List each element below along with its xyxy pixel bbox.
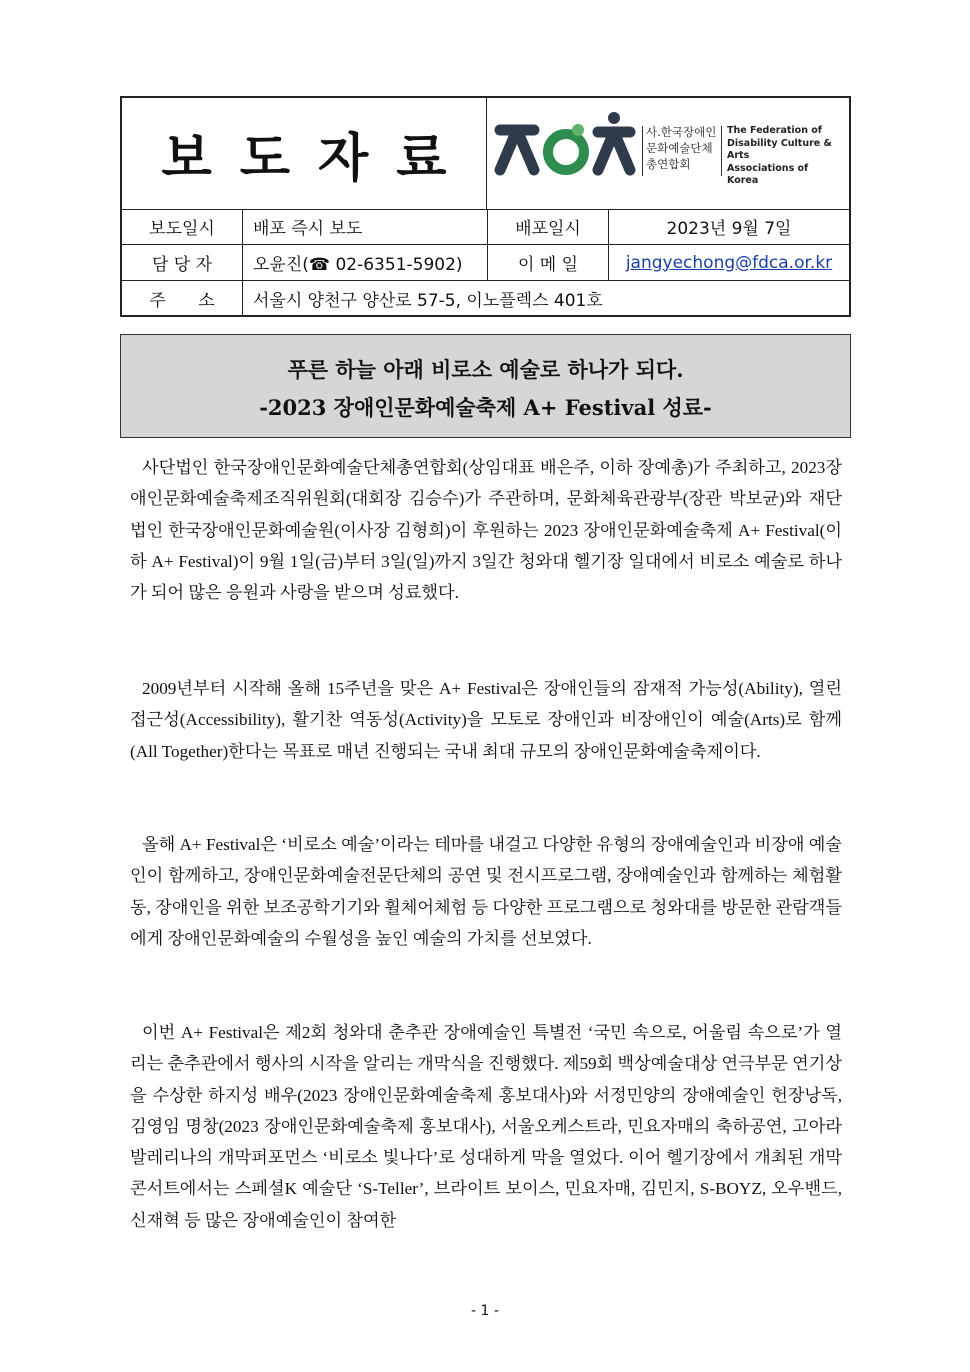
organization-logo bbox=[494, 108, 844, 198]
release-info-row bbox=[122, 209, 849, 245]
body-paragraph: 사단법인 한국장애인문화예술단체총연합회(상임대표 배은주, 이하 장예총)가 주최하고, 2023장애인문화예술축제조직위원회(대회장 김승수)가 주관하며, 문화체육관광부(장관 박보균)와 재단법인 한국장애인문화예술원(이사장 김형희)이 후원하는 2023 장애인문화예술축제 A+ Festival(이하 A+ Festival)이 9월 1일(금)부터 3일(일)까지 3일간 청와대 헬기장 일대에서 비로소 예술로 하나가 되어 많은 응원과 사랑을 받으며 성료했다. bbox=[130, 458, 842, 603]
page-number: - 1 - bbox=[471, 1303, 499, 1319]
page-title: 보도자료 bbox=[122, 98, 487, 209]
logo-org-name-english bbox=[727, 125, 847, 188]
body-paragraph: 올해 A+ Festival은 ‘비로소 예술’이라는 테마를 내걸고 다양한 유형의 장애예술인과 비장애 예술인이 함께하고, 장애인문화예술전문단체의 공연 및 전시프로그램, 장애예술인과 함께하는 체험활동, 장애인을 위한 보조공학기기와 휠체어체험 등 다양한 프로그램으로 청와대를 방문한 관람객들에게 장애인문화예술의 수월성을 높인 예술의 가치를 선보였다. bbox=[130, 835, 842, 948]
distribution-date-value: 2023년 9월 7일 bbox=[666, 219, 792, 239]
distribution-date-label: 배포일시 bbox=[488, 209, 609, 244]
logo-org-name-korean bbox=[646, 124, 738, 172]
contact-label: 담 당 자 bbox=[122, 245, 243, 280]
header-top-row bbox=[122, 98, 849, 210]
logo-mark-icon bbox=[494, 108, 639, 198]
logo-org-en-line: The Federation of bbox=[727, 125, 822, 136]
headline-box bbox=[120, 334, 851, 438]
body-paragraph: 2009년부터 시작해 올해 15주년을 맞은 A+ Festival은 장애인들의 잠재적 가능성(Ability), 열린 접근성(Accessibility), 활기찬 역동성(Activity)을 모토로 장애인과 비장애인이 예술(Arts)로 함께(All Together)한다는 목표로 매년 진행되는 국내 최대 규모의 장애인문화예술축제이다. bbox=[130, 679, 842, 761]
logo-org-ko-line: 문화예술단체 bbox=[646, 141, 713, 155]
body-paragraph: 이번 A+ Festival은 제2회 청와대 춘추관 장애예술인 특별전 ‘국민 속으로, 어울림 속으로’가 열리는 춘추관에서 행사의 시작을 알리는 개막식을 진행했다. 제59회 백상예술대상 연극부문 연기상을 수상한 하지성 배우(2023 장애인문화예술축제 홍보대사)와 서정민양의 장애예술인 헌장낭독, 김영임 명창(2023 장애인문화예술축제 홍보대사), 서울오케스트라, 민요자매의 축하공연, 고아라 발레리나의 개막퍼포먼스 ‘비로소 빛나다’로 성대하게 막을 열었다. 이어 헬기장에서 개최된 개막콘서트에서는 스페셜K 예술단 ‘S-Teller’, 브라이트 보이스, 민요자매, 김민지, S-BOYZ, 오우밴드, 신재혁 등 많은 장애예술인이 참여한 bbox=[130, 1023, 842, 1230]
logo-org-ko-line: 총연합회 bbox=[646, 157, 691, 171]
address-row bbox=[122, 281, 849, 315]
logo-divider bbox=[642, 126, 643, 176]
release-date-label: 보도일시 bbox=[122, 209, 243, 244]
logo-org-en-line: Associations of bbox=[727, 162, 809, 174]
contact-info-row bbox=[122, 245, 849, 281]
press-release-header-table bbox=[120, 96, 851, 317]
logo-divider bbox=[721, 126, 722, 176]
email-label: 이 메 일 bbox=[488, 245, 609, 280]
logo-org-en-line: Korea bbox=[727, 175, 759, 186]
address-label: 주 소 bbox=[122, 281, 243, 315]
headline-subtitle: -2023 장애인문화예술축제 A+ Festival 성료- bbox=[259, 395, 712, 420]
email-link[interactable]: jangyechong@fdca.or.kr bbox=[625, 252, 833, 273]
logo-org-en-line: Disability Culture & Arts bbox=[727, 137, 832, 161]
release-date-value: 배포 즉시 보도 bbox=[243, 209, 488, 244]
address-value: 서울시 양천구 양산로 57-5, 이노플렉스 401호 bbox=[253, 290, 603, 311]
headline-title: 푸른 하늘 아래 비로소 예술로 하나가 되다. bbox=[287, 357, 684, 382]
logo-org-ko-line: 사.한국장애인 bbox=[646, 125, 717, 139]
email-cell bbox=[609, 245, 849, 280]
contact-value: 오윤진(☎ 02-6351-5902) bbox=[243, 245, 488, 280]
